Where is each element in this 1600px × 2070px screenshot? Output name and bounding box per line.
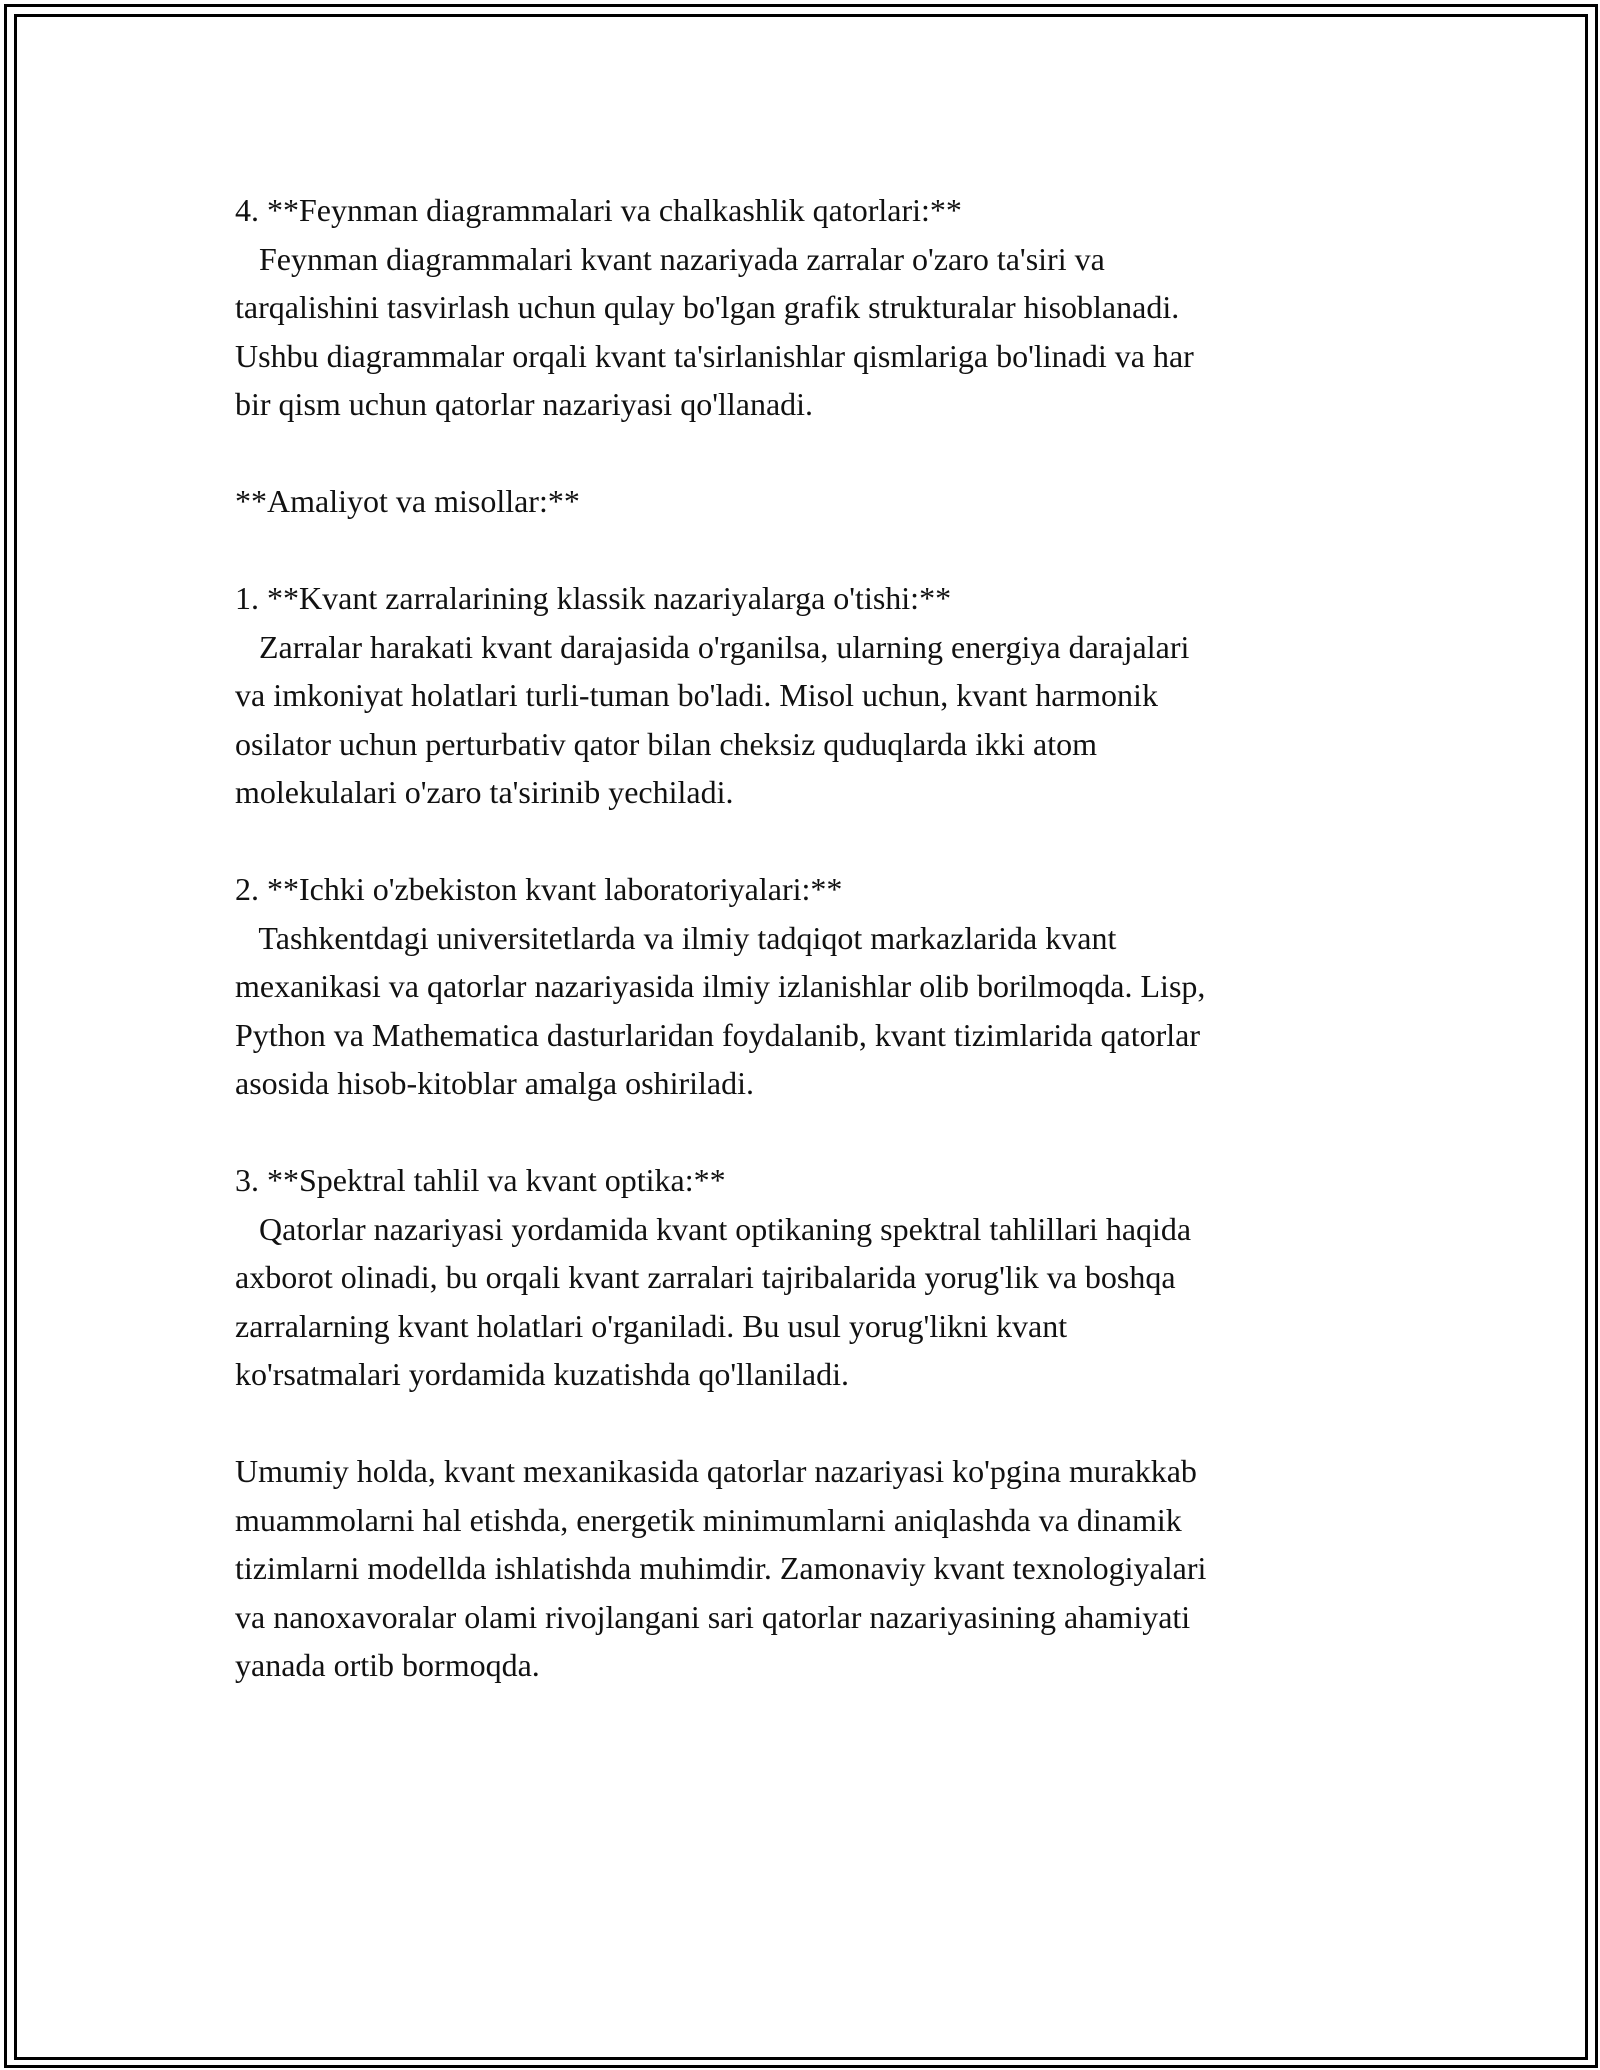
paragraph-line: Ushbu diagrammalar orqali kvant ta'sirlanishlar qismlariga bo'linadi va har xyxy=(235,337,1194,374)
section-heading: 4. **Feynman diagrammalari va chalkashlik qatorlari:** xyxy=(235,192,962,228)
section-practice-heading xyxy=(235,477,1365,526)
paragraph-line: va nanoxavoralar olami rivojlangani sari qatorlar nazariyasining ahamiyati xyxy=(235,1598,1191,1635)
paragraph-line: mexanikasi va qatorlar nazariyasida ilmiy izlanishlar olib borilmoqda. Lisp, xyxy=(235,968,1206,1004)
paragraph-line: asosida hisob-kitoblar amalga oshiriladi. xyxy=(235,1065,754,1101)
section-heading: 3. **Spektral tahlil va kvant optika:** xyxy=(235,1162,726,1198)
paragraph-line: bir qism uchun qatorlar nazariyasi qo'llanadi. xyxy=(235,386,814,422)
paragraph-line: tizimlarni modellda ishlatishda muhimdir. Zamonaviy kvant texnologiyalari xyxy=(235,1550,1207,1586)
paragraph-line: osilator uchun perturbativ qator bilan cheksiz quduqlarda ikki atom xyxy=(235,725,1097,762)
paragraph-line: axborot olinadi, bu orqali kvant zarralari tajribalarida yorug'lik va boshqa xyxy=(235,1259,1176,1295)
paragraph-line: ko'rsatmalari yordamida kuzatishda qo'llaniladi. xyxy=(235,1356,850,1392)
section-conclusion xyxy=(235,1447,1365,1690)
section-heading: 1. **Kvant zarralarining klassik nazariyalarga o'tishi:** xyxy=(235,580,952,616)
paragraph-line: zarralarning kvant holatlari o'rganiladi. Bu usul yorug'likni kvant xyxy=(235,1307,1068,1344)
section-heading: **Amaliyot va misollar:** xyxy=(235,483,580,519)
section-uzbek-labs xyxy=(235,865,1365,1108)
paragraph-line: tarqalishini tasvirlash uchun qulay bo'lgan grafik strukturalar hisoblanadi. xyxy=(235,289,1180,325)
paragraph-line: Python va Mathematica dasturlaridan foydalanib, kvant tizimlarida qatorlar xyxy=(235,1016,1201,1053)
paragraph-line: Tashkentdagi universitetlarda va ilmiy tadqiqot markazlarida kvant xyxy=(235,919,1117,956)
paragraph-line: Feynman diagrammalari kvant nazariyada zarralar o'zaro ta'siri va xyxy=(235,240,1105,277)
section-heading: 2. **Ichki o'zbekiston kvant laboratoriyalari:** xyxy=(235,871,843,907)
paragraph-line: Qatorlar nazariyasi yordamida kvant optikaning spektral tahlillari haqida xyxy=(235,1210,1192,1247)
paragraph-line: muammolarni hal etishda, energetik minimumlarni aniqlashda va dinamik xyxy=(235,1501,1182,1538)
section-classical-transition xyxy=(235,574,1365,817)
paragraph-line: molekulalari o'zaro ta'sirinib yechiladi. xyxy=(235,774,734,810)
paragraph-line: yanada ortib bormoqda. xyxy=(235,1647,540,1683)
section-spectral-analysis xyxy=(235,1156,1365,1399)
document-body xyxy=(235,186,1365,1738)
paragraph-line: Zarralar harakati kvant darajasida o'rganilsa, ularning energiya darajalari xyxy=(235,628,1190,665)
section-feynman-diagrams xyxy=(235,186,1365,429)
paragraph-line: va imkoniyat holatlari turli-tuman bo'ladi. Misol uchun, kvant harmonik xyxy=(235,677,1158,713)
paragraph-line: Umumiy holda, kvant mexanikasida qatorlar nazariyasi ko'pgina murakkab xyxy=(235,1453,1197,1489)
